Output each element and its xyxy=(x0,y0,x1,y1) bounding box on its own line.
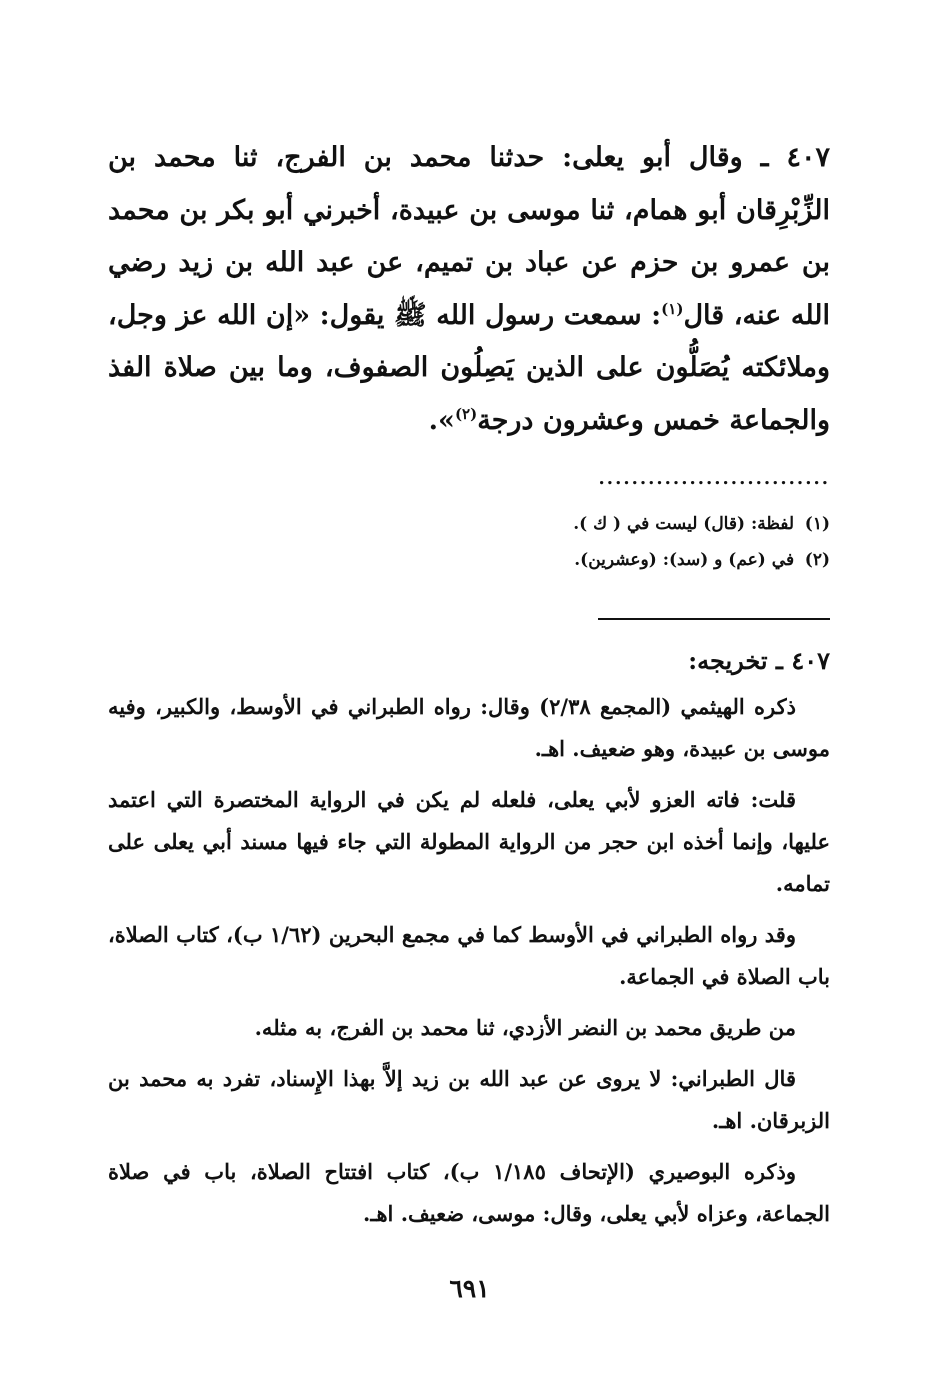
footnote-1 xyxy=(400,506,830,542)
section-divider-rule xyxy=(598,618,830,620)
footnote-marker-1: (١) xyxy=(661,299,684,318)
takhrij-paragraph-5: قال الطبراني: لا يروى عن عبد الله بن زيد إلاَّ بهذا الإِسناد، تفرد به محمد بن الزبرقان. اهـ. xyxy=(108,1066,830,1133)
takhrij-paragraph-4: من طريق محمد بن النضر الأزدي، ثنا محمد بن الفرج، به مثله. xyxy=(254,1015,796,1040)
takhrij-paragraph-6: وذكره البوصيري (الإتحاف ١/١٨٥ ب)، كتاب افتتاح الصلاة، باب في صلاة الجماعة، وعزاه لأبي يعلى، وقال: موسى، ضعيف. اهـ. xyxy=(108,1159,830,1226)
hadith-paragraph xyxy=(108,132,830,447)
takhrij-paragraph-2: قلت: فاته العزو لأبي يعلى، فلعله لم يكن في الرواية المختصرة التي اعتمد عليها، وإنما أخذه ابن حجر من الرواية المطولة التي جاء فيها مسند أبي يعلى على تمامه. xyxy=(108,787,830,896)
takhrij-heading: ٤٠٧ ـ تخريجه: xyxy=(688,646,830,675)
takhrij-paragraph-3: وقد رواه الطبراني في الأوسط كما في مجمع البحرين (١/٦٢ ب)، كتاب الصلاة، باب الصلاة في الجماعة. xyxy=(108,922,830,989)
footnotes-block xyxy=(400,506,830,578)
footnote-marker-2: (٢) xyxy=(454,404,478,423)
hadith-text-part-2: : سمعت رسول الله ﷺ يقول: «إن الله عز وجل، وملائكته يُصَلُّون على الذين يَصِلُون الصفوف، وما بين صلاة الفذ والجماعة خمس وعشرون درجة xyxy=(108,299,831,436)
takhrij-section xyxy=(108,640,830,1244)
hadith-text-part-3: ». xyxy=(428,404,455,436)
hadith-text-block xyxy=(108,132,830,447)
hadith-text-part-1: ٤٠٧ ـ وقال أبو يعلى: حدثنا محمد بن الفرج، ثنا محمد بن الزِّبْرِقان أبو همام، ثنا موسى بن عبيدة، أخبرني أبو بكر بن محمد بن عمرو بن حزم عن عباد بن تميم، عن عبد الله بن زيد رضي الله عنه، قال xyxy=(108,142,830,331)
footnote-2 xyxy=(400,542,830,578)
page-number: ٦٩١ xyxy=(449,1274,490,1303)
footnote-separator-dots: ............................ xyxy=(598,468,830,489)
footnote-1-text: لفظة: (قال) ليست في ( ك ). xyxy=(573,514,795,534)
footnote-1-number: (١) xyxy=(804,514,830,534)
footnote-2-text: في (عم) و (سد): (وعشرين). xyxy=(574,550,795,570)
takhrij-paragraph-1: ذكره الهيثمي (المجمع ٢/٣٨) وقال: رواه الطبراني في الأوسط، والكبير، وفيه موسى بن عبيدة، وهو ضعيف. اهـ. xyxy=(108,694,830,761)
footnote-2-number: (٢) xyxy=(804,550,830,570)
